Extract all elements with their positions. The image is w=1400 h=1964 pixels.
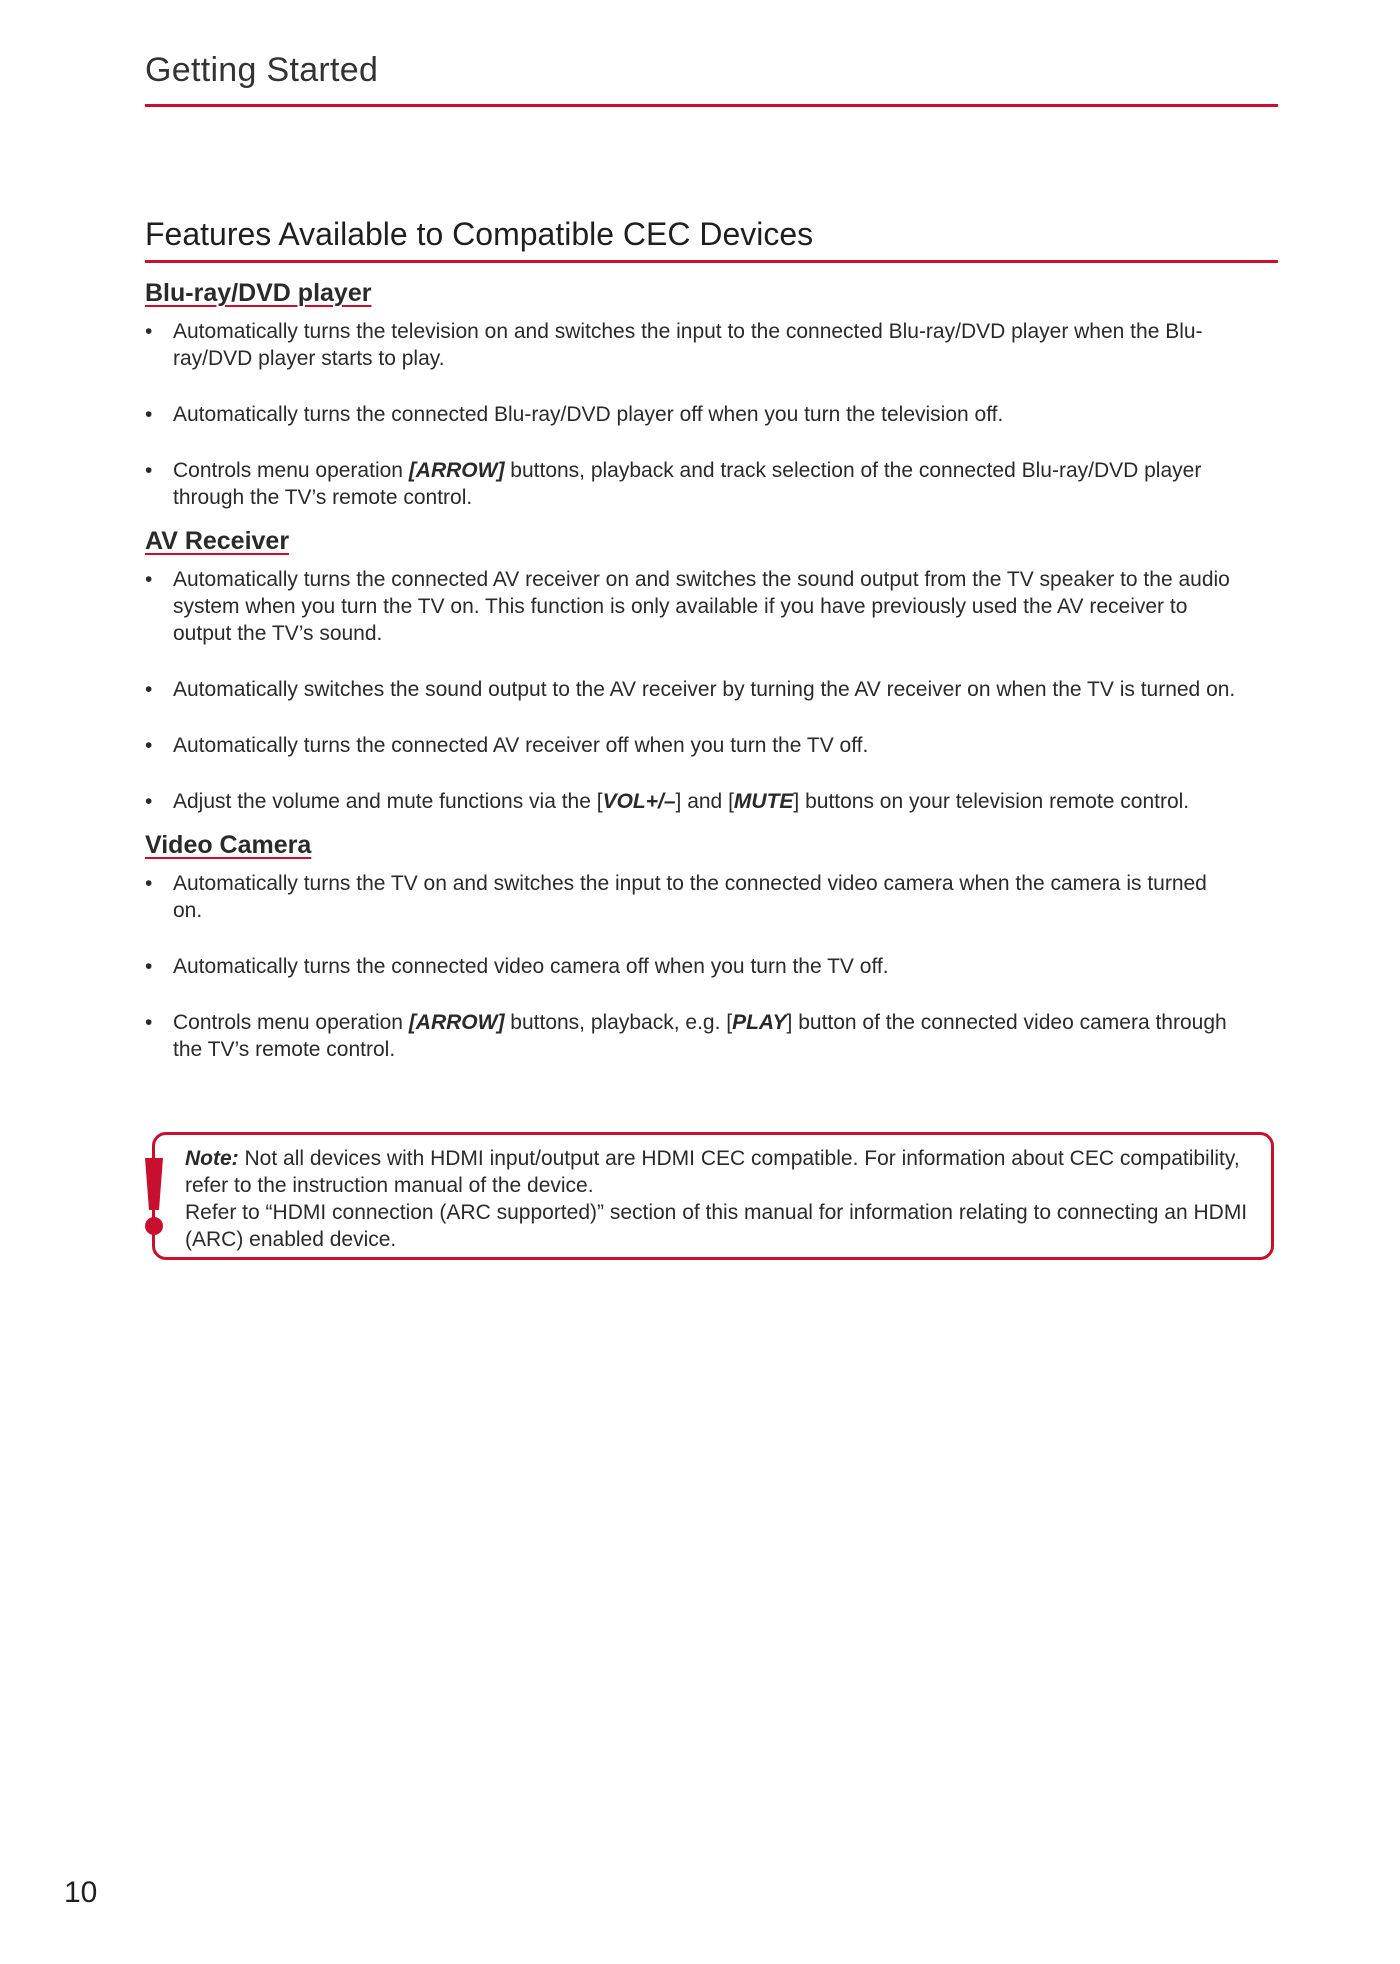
arrow-key-label: [ARROW]: [408, 459, 505, 482]
vol-key-label: VOL+/–: [602, 790, 676, 813]
list-item: • Automatically switches the sound output to the AV receiver by turning the AV receiver on when the TV is turned on.: [145, 676, 1278, 703]
play-key-label: PLAY: [732, 1011, 787, 1034]
list-item: • Automatically turns the connected AV receiver off when you turn the TV off.: [145, 732, 1278, 759]
exclamation-icon: [142, 1156, 166, 1236]
av-receiver-list: [145, 566, 1278, 815]
item-text: Controls menu operation: [173, 459, 409, 482]
note-text: [185, 1145, 1251, 1253]
note-line-1: Not all devices with HDMI input/output are HDMI CEC compatible. For information about CEC compatibility, refer to the instruction manual of the device.: [185, 1147, 1240, 1197]
bluray-block: [145, 277, 1278, 511]
section-title: Features Available to Compatible CEC Devices: [145, 216, 814, 252]
section-divider: [145, 260, 1278, 263]
item-text: ] and [: [675, 790, 734, 813]
list-item: [145, 788, 1278, 815]
list-item: • Automatically turns the television on and switches the input to the connected Blu-ray/DVD player when the Blu-ray/DVD player starts to play.: [145, 318, 1278, 372]
item-text: ] buttons on your television remote control.: [793, 790, 1190, 813]
item-text: Adjust the volume and mute functions via the [: [173, 790, 603, 813]
page-number: 10: [64, 1876, 98, 1909]
video-camera-heading: Video Camera: [145, 831, 312, 859]
list-item: • Automatically turns the TV on and switches the input to the connected video camera when the camera is turned on.: [145, 870, 1278, 924]
mute-key-label: MUTE: [733, 790, 794, 813]
list-item: • Automatically turns the connected video camera off when you turn the TV off.: [145, 953, 1278, 980]
list-item: [145, 1009, 1278, 1063]
item-text: buttons, playback, e.g. [: [504, 1011, 733, 1034]
note-label: Note:: [185, 1147, 239, 1170]
page-header: [145, 46, 1278, 107]
header-divider: [145, 104, 1278, 107]
item-text: Controls menu operation: [173, 1011, 409, 1034]
av-receiver-block: [145, 525, 1278, 815]
bluray-list: [145, 318, 1278, 511]
list-item: [145, 457, 1278, 511]
list-item: • Automatically turns the connected Blu-ray/DVD player off when you turn the television off.: [145, 401, 1278, 428]
av-receiver-heading: AV Receiver: [145, 527, 290, 555]
video-camera-block: [145, 829, 1278, 1063]
note-line-2: Refer to “HDMI connection (ARC supported)” section of this manual for information relating to connecting an HDMI (ARC) enabled device.: [185, 1201, 1248, 1251]
list-item: • Automatically turns the connected AV receiver on and switches the sound output from the TV speaker to the audio system when you turn the TV on. This function is only available if you have previously used the AV receiver to output the TV’s sound.: [145, 566, 1278, 647]
page-header-title: Getting Started: [145, 51, 379, 89]
video-camera-list: [145, 870, 1278, 1063]
item-text: buttons, playback and track selection of the connected Blu-ray/DVD player through the TV’s remote control.: [173, 459, 1202, 509]
item-text: ] button of the connected video camera through the TV’s remote control.: [173, 1011, 1227, 1061]
bluray-heading: Blu-ray/DVD player: [145, 279, 372, 307]
cec-features-section: [145, 212, 1278, 1063]
note-box: [152, 1132, 1274, 1260]
arrow-key-label: [ARROW]: [408, 1011, 505, 1034]
